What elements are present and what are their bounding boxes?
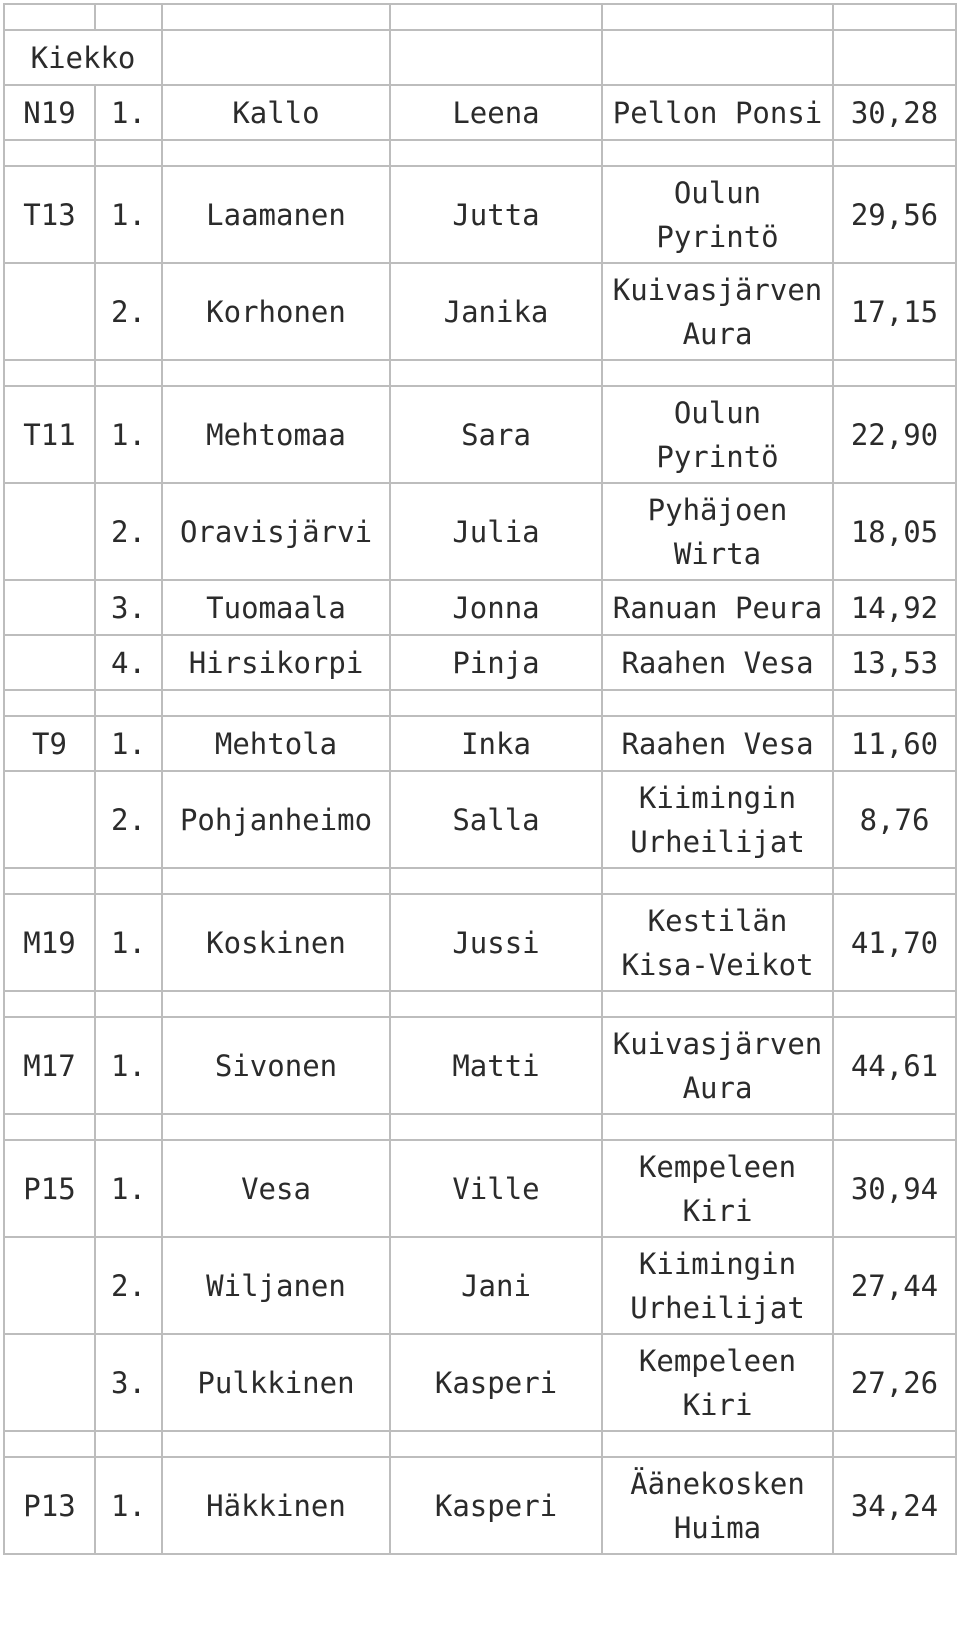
first-name-cell: Jussi xyxy=(390,894,602,991)
class-cell: T9 xyxy=(4,716,95,771)
first-name-cell: Janika xyxy=(390,263,602,360)
club-line: Urheilijat xyxy=(630,1290,805,1325)
first-name-cell: Kasperi xyxy=(390,1457,602,1554)
class-cell xyxy=(4,263,95,360)
result-row xyxy=(4,580,956,635)
empty-cell xyxy=(602,868,833,894)
result-cell: 29,56 xyxy=(833,166,956,263)
last-name-cell: Hirsikorpi xyxy=(162,635,390,690)
class-cell: N19 xyxy=(4,85,95,140)
club-line: Huima xyxy=(673,1510,762,1545)
empty-cell xyxy=(833,991,956,1017)
club-line: Pyrintö xyxy=(656,219,779,254)
empty-cell xyxy=(602,1431,833,1457)
empty-cell xyxy=(162,4,390,30)
empty-cell xyxy=(602,360,833,386)
club-line: Kestilän xyxy=(647,903,788,938)
result-row xyxy=(4,894,956,991)
result-row xyxy=(4,1457,956,1554)
empty-cell xyxy=(4,1114,95,1140)
club-cell xyxy=(602,1334,833,1431)
results-table-body xyxy=(4,4,956,1554)
club-line: Kuivasjärven xyxy=(612,1026,823,1061)
club-line: Kuivasjärven xyxy=(612,272,823,307)
empty-cell xyxy=(162,30,390,85)
empty-cell xyxy=(95,360,162,386)
class-cell: P13 xyxy=(4,1457,95,1554)
first-name-cell: Ville xyxy=(390,1140,602,1237)
result-row xyxy=(4,771,956,868)
first-name-cell: Matti xyxy=(390,1017,602,1114)
result-cell: 14,92 xyxy=(833,580,956,635)
club-line: Aura xyxy=(682,316,753,351)
rank-cell: 2. xyxy=(95,263,162,360)
rank-cell: 2. xyxy=(95,1237,162,1334)
first-name-cell: Inka xyxy=(390,716,602,771)
rank-cell: 2. xyxy=(95,771,162,868)
last-name-cell: Tuomaala xyxy=(162,580,390,635)
spacer-row xyxy=(4,690,956,716)
last-name-cell: Häkkinen xyxy=(162,1457,390,1554)
club-line: Pyhäjoen xyxy=(647,492,788,527)
club-cell xyxy=(602,263,833,360)
result-row xyxy=(4,1237,956,1334)
empty-cell xyxy=(390,1431,602,1457)
first-name-cell: Jutta xyxy=(390,166,602,263)
rank-cell: 1. xyxy=(95,1140,162,1237)
result-row xyxy=(4,635,956,690)
empty-cell xyxy=(4,1431,95,1457)
result-cell: 27,44 xyxy=(833,1237,956,1334)
class-cell xyxy=(4,771,95,868)
club-line: Kiimingin xyxy=(638,1246,797,1281)
result-row xyxy=(4,1334,956,1431)
last-name-cell: Pohjanheimo xyxy=(162,771,390,868)
class-cell xyxy=(4,483,95,580)
result-cell: 11,60 xyxy=(833,716,956,771)
empty-cell xyxy=(95,868,162,894)
empty-cell xyxy=(95,4,162,30)
empty-cell xyxy=(833,868,956,894)
empty-cell xyxy=(602,4,833,30)
last-name-cell: Vesa xyxy=(162,1140,390,1237)
empty-cell xyxy=(162,991,390,1017)
empty-cell xyxy=(95,690,162,716)
rank-cell: 1. xyxy=(95,166,162,263)
class-cell xyxy=(4,580,95,635)
empty-cell xyxy=(162,1114,390,1140)
rank-cell: 1. xyxy=(95,386,162,483)
last-name-cell: Pulkkinen xyxy=(162,1334,390,1431)
club-cell xyxy=(602,85,833,140)
club-cell xyxy=(602,894,833,991)
rank-cell: 1. xyxy=(95,716,162,771)
club-line: Pellon Ponsi xyxy=(612,95,823,130)
empty-cell xyxy=(162,140,390,166)
club-line: Raahen Vesa xyxy=(621,645,814,680)
last-name-cell: Sivonen xyxy=(162,1017,390,1114)
empty-cell xyxy=(390,360,602,386)
result-row xyxy=(4,263,956,360)
spacer-row xyxy=(4,4,956,30)
result-row xyxy=(4,483,956,580)
empty-cell xyxy=(4,4,95,30)
last-name-cell: Kallo xyxy=(162,85,390,140)
last-name-cell: Korhonen xyxy=(162,263,390,360)
rank-cell: 1. xyxy=(95,85,162,140)
rank-cell: 4. xyxy=(95,635,162,690)
empty-cell xyxy=(833,30,956,85)
empty-cell xyxy=(602,991,833,1017)
result-cell: 17,15 xyxy=(833,263,956,360)
first-name-cell: Julia xyxy=(390,483,602,580)
empty-cell xyxy=(390,140,602,166)
empty-cell xyxy=(162,360,390,386)
section-title: Kiekko xyxy=(4,30,162,85)
club-line: Kisa-Veikot xyxy=(621,947,814,982)
class-cell: T13 xyxy=(4,166,95,263)
result-row xyxy=(4,1140,956,1237)
result-cell: 30,28 xyxy=(833,85,956,140)
first-name-cell: Pinja xyxy=(390,635,602,690)
section-title-row xyxy=(4,30,956,85)
empty-cell xyxy=(602,140,833,166)
class-cell: M17 xyxy=(4,1017,95,1114)
result-row xyxy=(4,166,956,263)
club-cell xyxy=(602,1140,833,1237)
empty-cell xyxy=(4,991,95,1017)
last-name-cell: Mehtola xyxy=(162,716,390,771)
empty-cell xyxy=(95,140,162,166)
club-cell xyxy=(602,483,833,580)
club-line: Kiri xyxy=(682,1387,753,1422)
empty-cell xyxy=(602,30,833,85)
last-name-cell: Oravisjärvi xyxy=(162,483,390,580)
spacer-row xyxy=(4,140,956,166)
club-line: Kempeleen xyxy=(638,1149,797,1184)
empty-cell xyxy=(4,690,95,716)
club-line: Kempeleen xyxy=(638,1343,797,1378)
empty-cell xyxy=(390,4,602,30)
first-name-cell: Salla xyxy=(390,771,602,868)
empty-cell xyxy=(602,690,833,716)
result-cell: 13,53 xyxy=(833,635,956,690)
spacer-row xyxy=(4,1114,956,1140)
first-name-cell: Leena xyxy=(390,85,602,140)
result-cell: 22,90 xyxy=(833,386,956,483)
result-row xyxy=(4,85,956,140)
empty-cell xyxy=(602,1114,833,1140)
club-line: Pyrintö xyxy=(656,439,779,474)
empty-cell xyxy=(4,140,95,166)
empty-cell xyxy=(833,1431,956,1457)
result-cell: 27,26 xyxy=(833,1334,956,1431)
empty-cell xyxy=(390,690,602,716)
empty-cell xyxy=(4,868,95,894)
empty-cell xyxy=(162,1431,390,1457)
club-line: Aura xyxy=(682,1070,753,1105)
class-cell: P15 xyxy=(4,1140,95,1237)
first-name-cell: Sara xyxy=(390,386,602,483)
club-line: Raahen Vesa xyxy=(621,726,814,761)
empty-cell xyxy=(4,360,95,386)
club-line: Oulun xyxy=(673,395,762,430)
spacer-row xyxy=(4,868,956,894)
empty-cell xyxy=(95,991,162,1017)
result-cell: 41,70 xyxy=(833,894,956,991)
rank-cell: 2. xyxy=(95,483,162,580)
result-cell: 34,24 xyxy=(833,1457,956,1554)
club-cell xyxy=(602,771,833,868)
result-cell: 30,94 xyxy=(833,1140,956,1237)
last-name-cell: Laamanen xyxy=(162,166,390,263)
result-cell: 44,61 xyxy=(833,1017,956,1114)
last-name-cell: Wiljanen xyxy=(162,1237,390,1334)
class-cell xyxy=(4,1237,95,1334)
result-row xyxy=(4,716,956,771)
result-row xyxy=(4,1017,956,1114)
result-cell: 18,05 xyxy=(833,483,956,580)
empty-cell xyxy=(833,4,956,30)
result-row xyxy=(4,386,956,483)
rank-cell: 1. xyxy=(95,1017,162,1114)
club-line: Ranuan Peura xyxy=(612,590,823,625)
rank-cell: 3. xyxy=(95,580,162,635)
empty-cell xyxy=(390,868,602,894)
empty-cell xyxy=(833,140,956,166)
first-name-cell: Jani xyxy=(390,1237,602,1334)
empty-cell xyxy=(390,30,602,85)
club-cell xyxy=(602,1237,833,1334)
empty-cell xyxy=(390,1114,602,1140)
club-cell xyxy=(602,635,833,690)
class-cell: T11 xyxy=(4,386,95,483)
empty-cell xyxy=(95,1114,162,1140)
class-cell: M19 xyxy=(4,894,95,991)
first-name-cell: Kasperi xyxy=(390,1334,602,1431)
first-name-cell: Jonna xyxy=(390,580,602,635)
last-name-cell: Koskinen xyxy=(162,894,390,991)
class-cell xyxy=(4,635,95,690)
club-line: Kiimingin xyxy=(638,780,797,815)
club-line: Kiri xyxy=(682,1193,753,1228)
empty-cell xyxy=(833,360,956,386)
results-table xyxy=(3,3,957,1555)
empty-cell xyxy=(390,991,602,1017)
empty-cell xyxy=(95,1431,162,1457)
spacer-row xyxy=(4,991,956,1017)
club-cell xyxy=(602,1017,833,1114)
club-cell xyxy=(602,386,833,483)
empty-cell xyxy=(162,690,390,716)
class-cell xyxy=(4,1334,95,1431)
club-line: Äänekosken xyxy=(630,1466,805,1501)
club-cell xyxy=(602,716,833,771)
club-cell xyxy=(602,166,833,263)
club-line: Oulun xyxy=(673,175,762,210)
result-cell: 8,76 xyxy=(833,771,956,868)
empty-cell xyxy=(833,690,956,716)
spacer-row xyxy=(4,1431,956,1457)
spacer-row xyxy=(4,360,956,386)
last-name-cell: Mehtomaa xyxy=(162,386,390,483)
club-cell xyxy=(602,1457,833,1554)
club-line: Wirta xyxy=(673,536,762,571)
club-line: Urheilijat xyxy=(630,824,805,859)
empty-cell xyxy=(162,868,390,894)
rank-cell: 1. xyxy=(95,1457,162,1554)
rank-cell: 3. xyxy=(95,1334,162,1431)
club-cell xyxy=(602,580,833,635)
rank-cell: 1. xyxy=(95,894,162,991)
empty-cell xyxy=(833,1114,956,1140)
